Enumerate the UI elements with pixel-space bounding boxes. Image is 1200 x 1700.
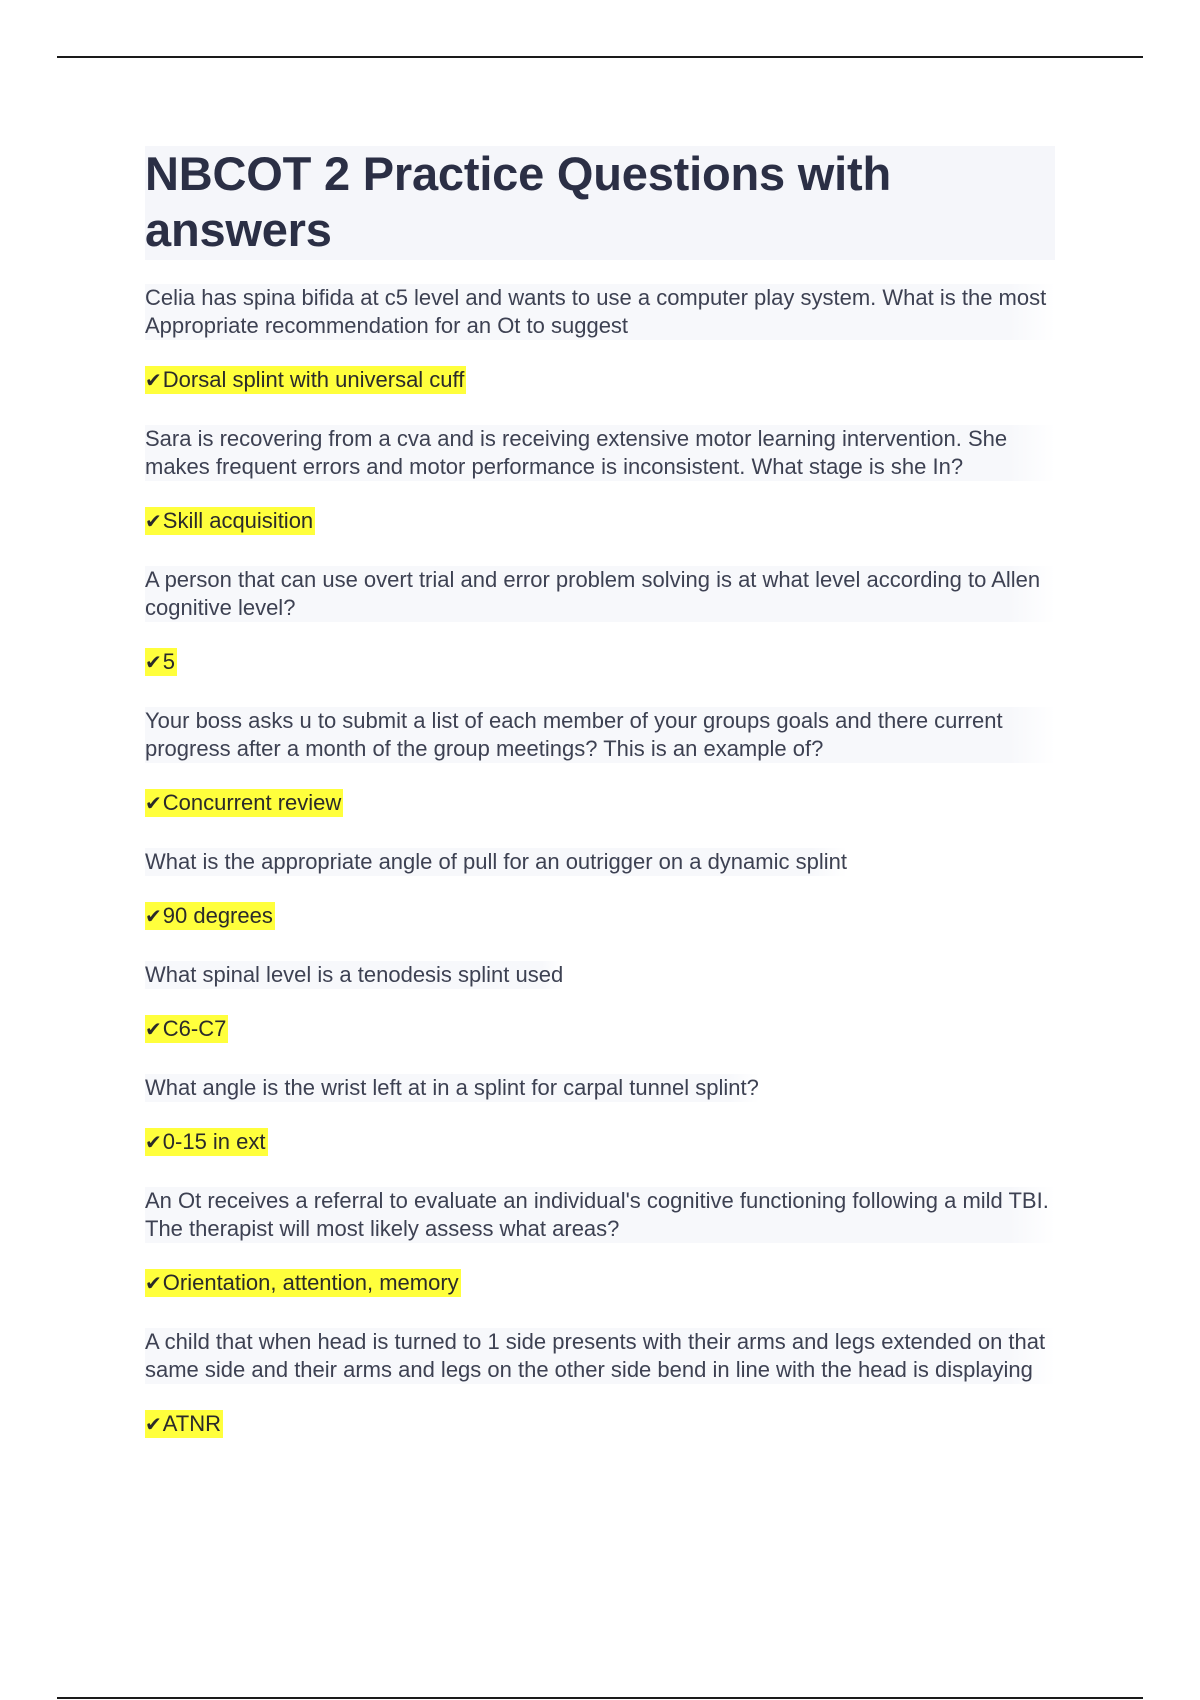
- answer-row: [145, 1269, 1055, 1300]
- question-text: What spinal level is a tenodesis splint used: [145, 962, 564, 987]
- question-text: A person that can use overt trial and error problem solving is at what level according to Allen cognitive level?: [145, 566, 1055, 622]
- answer-text: C6-C7: [162, 1016, 227, 1041]
- question-text: What is the appropriate angle of pull for an outrigger on a dynamic splint: [145, 849, 847, 874]
- bottom-rule: [57, 1697, 1143, 1699]
- answer-row: [145, 1128, 1055, 1159]
- question-text: An Ot receives a referral to evaluate an individual's cognitive functioning following a mild TBI. The therapist will most likely assess what areas?: [145, 1187, 1055, 1243]
- checkmark-icon: ✔: [145, 650, 162, 674]
- question-text: Your boss asks u to submit a list of each member of your groups goals and there current progress after a month of the group meetings? This is an example of?: [145, 707, 1055, 763]
- answer-highlight: [145, 507, 315, 535]
- checkmark-icon: ✔: [145, 1271, 162, 1295]
- answer-highlight: [145, 1015, 228, 1043]
- answer-text: Orientation, attention, memory: [162, 1270, 459, 1295]
- answer-text: 90 degrees: [162, 903, 273, 928]
- qa-item: [145, 1074, 1055, 1159]
- answer-row: [145, 366, 1055, 397]
- answer-text: Skill acquisition: [162, 508, 314, 533]
- answer-row: [145, 902, 1055, 933]
- answer-row: [145, 648, 1055, 679]
- document-title: NBCOT 2 Practice Questions with answers: [145, 147, 891, 256]
- answer-highlight: [145, 648, 177, 676]
- top-rule: [57, 56, 1143, 58]
- answer-row: [145, 789, 1055, 820]
- qa-item: [145, 1187, 1055, 1300]
- answer-highlight: [145, 789, 343, 817]
- answer-highlight: [145, 1410, 223, 1438]
- checkmark-icon: ✔: [145, 509, 162, 533]
- checkmark-icon: ✔: [145, 1017, 162, 1041]
- checkmark-icon: ✔: [145, 368, 162, 392]
- answer-text: ATNR: [162, 1411, 222, 1436]
- checkmark-icon: ✔: [145, 1130, 162, 1154]
- title-block: [145, 146, 1055, 260]
- question-text: A child that when head is turned to 1 side presents with their arms and legs extended on that same side and their arms and legs on the other side bend in line with the head is displaying: [145, 1328, 1055, 1384]
- answer-highlight: [145, 366, 466, 394]
- answer-text: 0-15 in ext: [162, 1129, 266, 1154]
- checkmark-icon: ✔: [145, 791, 162, 815]
- answer-row: [145, 1410, 1055, 1441]
- qa-list: [145, 284, 1055, 1441]
- qa-item: [145, 707, 1055, 820]
- answer-text: Concurrent review: [162, 790, 342, 815]
- answer-text: 5: [162, 649, 176, 674]
- answer-highlight: [145, 902, 275, 930]
- answer-row: [145, 1015, 1055, 1046]
- answer-text: Dorsal splint with universal cuff: [162, 367, 465, 392]
- qa-item: [145, 961, 1055, 1046]
- answer-row: [145, 507, 1055, 538]
- qa-item: [145, 566, 1055, 679]
- answer-highlight: [145, 1128, 268, 1156]
- qa-item: [145, 284, 1055, 397]
- checkmark-icon: ✔: [145, 904, 162, 928]
- qa-item: [145, 1328, 1055, 1441]
- qa-item: [145, 848, 1055, 933]
- qa-item: [145, 425, 1055, 538]
- question-text: Celia has spina bifida at c5 level and wants to use a computer play system. What is the most Appropriate recommendation for an Ot to suggest: [145, 284, 1055, 340]
- document-body: [145, 146, 1055, 1469]
- question-text: Sara is recovering from a cva and is receiving extensive motor learning intervention. She makes frequent errors and motor performance is inconsistent. What stage is she In?: [145, 425, 1055, 481]
- question-text: What angle is the wrist left at in a splint for carpal tunnel splint?: [145, 1075, 759, 1100]
- checkmark-icon: ✔: [145, 1412, 162, 1436]
- answer-highlight: [145, 1269, 461, 1297]
